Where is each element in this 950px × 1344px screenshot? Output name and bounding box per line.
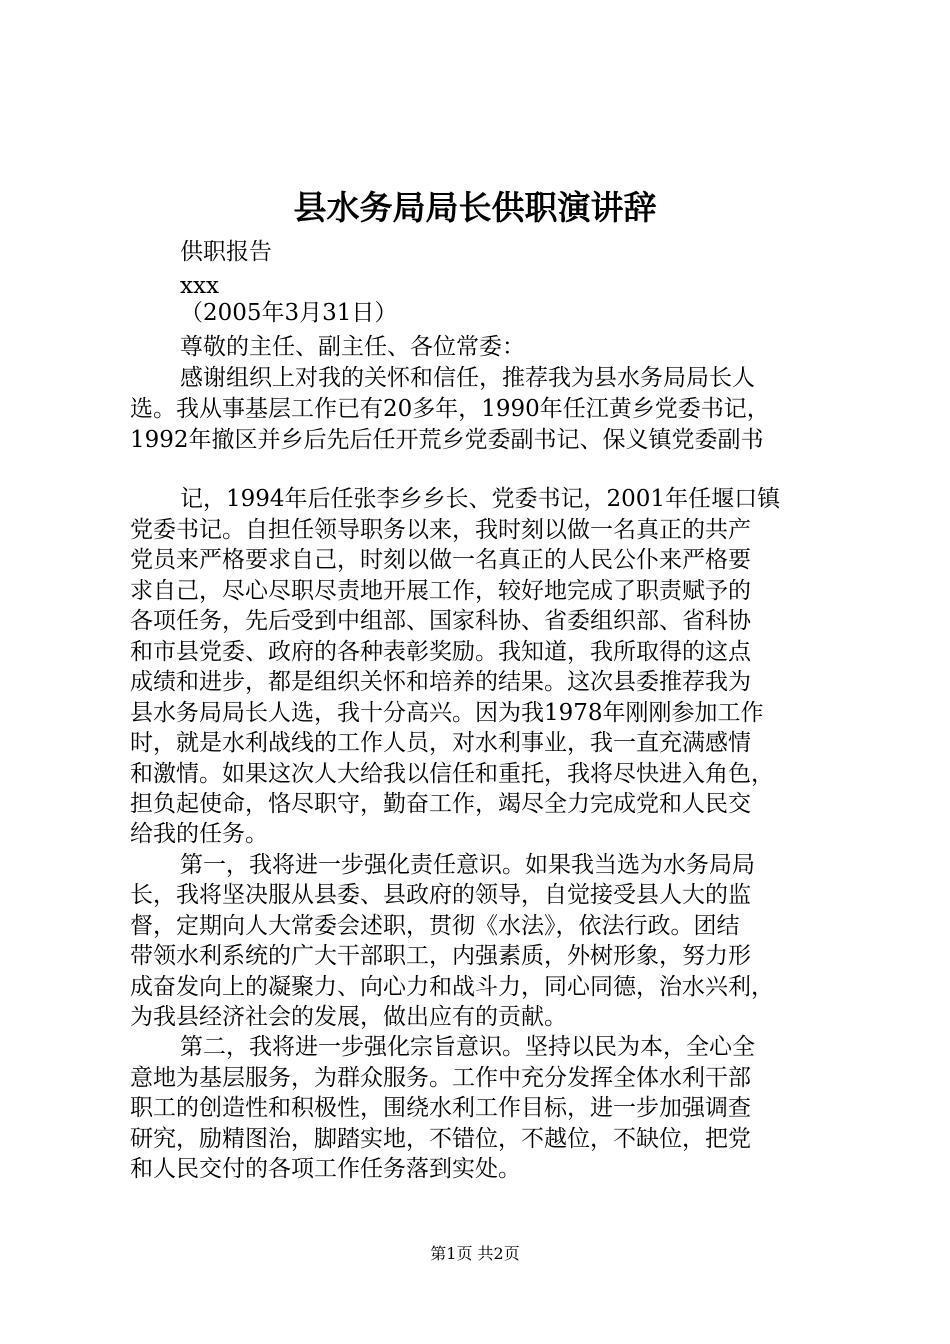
body-line: 记，1994年后任张李乡乡长、党委书记，2001年任堰口镇 (180, 486, 781, 512)
document-title: 县水务局局长供职演讲辞 (293, 188, 657, 227)
body-line: 成奋发向上的凝聚力、向心力和战斗力，同心同德，治水兴利， (130, 974, 774, 1000)
body-line: 和人民交付的各项工作任务落到实处。 (130, 1156, 521, 1182)
report-date: （2005年3月31日） (180, 300, 398, 326)
body-line: 1992年撤区并乡后先后任开荒乡党委副书记、保义镇党委副书 (130, 427, 764, 453)
body-line: 和激情。如果这次人大给我以信任和重托，我将尽快进入角色， (130, 761, 774, 787)
body-line: 党员来严格要求自己，时刻以做一名真正的人民公仆来严格要 (130, 547, 751, 573)
body-line: 党委书记。自担任领导职务以来，我时刻以做一名真正的共产 (130, 517, 751, 543)
body-line: 和市县党委、政府的各种表彰奖励。我知道，我所取得的这点 (130, 639, 751, 665)
body-line: 县水务局局长人选，我十分高兴。因为我1978年刚刚参加工作 (130, 700, 764, 726)
body-line: 研究，励精图治，脚踏实地，不错位，不越位，不缺位，把党 (130, 1126, 751, 1152)
body-line: 职工的创造性和积极性，围绕水利工作目标，进一步加强调查 (130, 1095, 751, 1121)
body-line: 各项任务，先后受到中组部、国家科协、省委组织部、省科协 (130, 608, 751, 634)
body-line: 选。我从事基层工作已有20多年，1990年任江黄乡党委书记， (130, 396, 770, 422)
body-line: 成绩和进步，都是组织关怀和培养的结果。这次县委推荐我为 (130, 669, 751, 695)
body-line: 求自己，尽心尽职尽责地开展工作，较好地完成了职责赋予的 (130, 578, 751, 604)
body-line: 第二，我将进一步强化宗旨意识。坚持以民为本，全心全 (180, 1034, 755, 1060)
author-name: xxx (180, 273, 219, 299)
report-heading: 供职报告 (180, 239, 272, 265)
body-line: 长，我将坚决服从县委、县政府的领导，自觉接受县人大的监 (130, 882, 751, 908)
salutation: 尊敬的主任、副主任、各位常委： (180, 334, 525, 360)
body-line: 第一，我将进一步强化责任意识。如果我当选为水务局局 (180, 852, 755, 878)
body-line: 时，就是水利战线的工作人员，对水利事业，我一直充满感情 (130, 730, 751, 756)
body-line: 意地为基层服务，为群众服务。工作中充分发挥全体水利干部 (130, 1065, 751, 1091)
body-line: 感谢组织上对我的关怀和信任，推荐我为县水务局局长人 (180, 365, 755, 391)
body-line: 担负起使命，恪尽职守，勤奋工作，竭尽全力完成党和人民交 (130, 791, 751, 817)
body-line: 为我县经济社会的发展，做出应有的贡献。 (130, 1004, 567, 1030)
page-number: 第1页 共2页 (430, 1244, 520, 1263)
body-line: 给我的任务。 (130, 821, 268, 847)
body-line: 带领水利系统的广大干部职工，内强素质，外树形象，努力形 (130, 943, 751, 969)
body-line: 督，定期向人大常委会述职，贯彻《水法》，依法行政。团结 (130, 913, 740, 939)
